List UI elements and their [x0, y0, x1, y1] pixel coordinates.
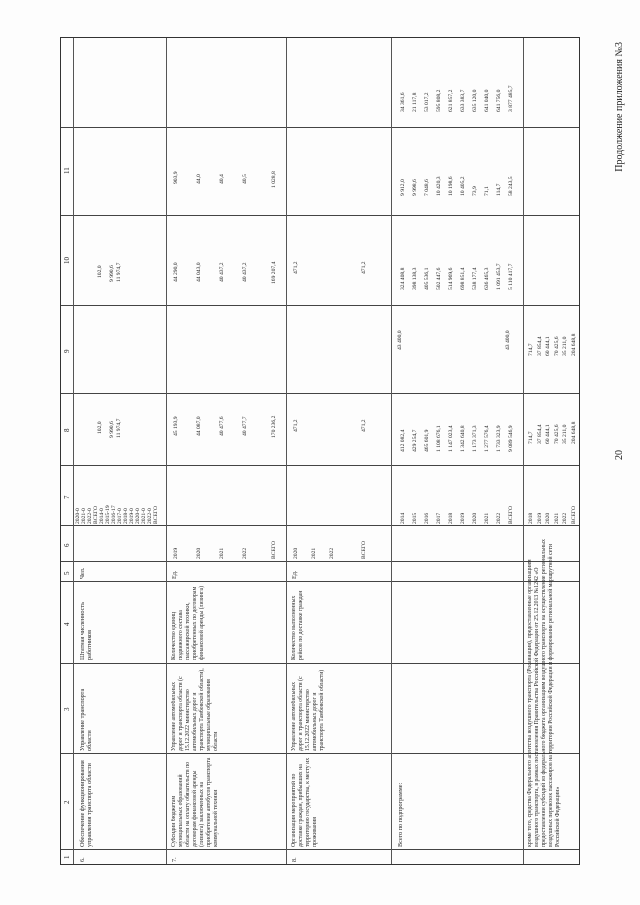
amount: 40 477,6 — [219, 416, 225, 436]
row-divider — [166, 38, 167, 864]
year: 2021-0 — [141, 508, 147, 524]
amount: 40 477,7 — [242, 416, 248, 436]
amount: 412 082,4 — [400, 429, 406, 452]
amount: 1 277 576,4 — [484, 425, 490, 452]
year: ВСЕГО — [570, 505, 577, 524]
measure-title: Организация мероприятий по доставке граждан, прибывших на территорию государства, к месту их проживания — [291, 757, 318, 847]
amount: 636 465,3 — [484, 267, 490, 290]
unit: Ед. — [291, 570, 298, 579]
amount: 714,7 — [528, 431, 534, 444]
amount: 44 290,0 — [173, 262, 179, 282]
amount: 37 854,4 — [536, 424, 543, 444]
amount: 502 447,6 — [436, 267, 442, 290]
column-number: 9 — [63, 349, 71, 353]
amount: 1 091 453,7 — [496, 263, 502, 290]
amount: 9 990,6 — [109, 265, 115, 282]
indicator: Количество выполненных рейсов по доставке граждан — [291, 590, 304, 660]
amount: 37 854,4 — [536, 336, 543, 356]
year: 2020 — [293, 547, 299, 559]
amount: 465 601,9 — [424, 429, 430, 452]
amount: 9 912,0 — [400, 179, 406, 196]
amount: 1 108 676,1 — [436, 425, 442, 452]
executor: Управление транспорта области — [79, 688, 94, 751]
amount: 43 400,0 — [397, 330, 403, 350]
amount: 73,9 — [472, 186, 478, 196]
year: 2022 — [496, 512, 502, 524]
col-divider — [61, 525, 579, 526]
amount: 903,9 — [173, 171, 179, 184]
amount: 635 120,0 — [472, 89, 478, 112]
executor: Управление автомобильных дорог и транспорта области (с 15.12.2022 министерство автомобильных дорог и транспорта Тамбовской области), муниципальные образования области — [171, 668, 219, 751]
amount: 60 444,1 — [545, 424, 551, 444]
column-number: 11 — [63, 167, 71, 174]
amount: 3 877 485,7 — [508, 85, 514, 112]
year: ВСЕГО — [153, 505, 159, 524]
amount: 405 536,1 — [424, 267, 430, 290]
year: 2014-0 — [99, 508, 105, 524]
amount-list — [397, 42, 517, 112]
amount: 514 969,6 — [448, 267, 454, 290]
year: ВСЕГО — [93, 505, 99, 524]
year: ВСЕГО — [271, 540, 277, 559]
amount: 1 342 640,8 — [460, 425, 466, 452]
column-number: 10 — [63, 257, 71, 264]
amount: 471,2 — [361, 419, 367, 432]
year-list — [527, 468, 578, 524]
year: 2016 — [424, 512, 430, 524]
year: 2015 — [412, 512, 418, 524]
year: 2018-0 — [123, 508, 129, 524]
column-number: 7 — [63, 495, 71, 499]
row-number: 6. — [79, 857, 86, 862]
budget-table — [60, 37, 580, 865]
year: 2018 — [528, 512, 534, 524]
year: 2015-19 — [105, 505, 111, 524]
column-number: 1 — [63, 855, 71, 859]
amount: 35 211,0 — [562, 336, 568, 356]
amount: 1 028,8 — [271, 171, 277, 188]
measure-title: Обеспечение функционирования управления транспорта области — [79, 760, 94, 847]
year: 2020-0 — [75, 508, 81, 524]
year: 2020-0 — [135, 508, 141, 524]
indicator: Количество единиц подвижного состава пассажирской техники, приобретенных по договорам финансовой аренды (лизинга) — [171, 586, 205, 660]
amount: 1 173 371,3 — [472, 425, 478, 452]
col-divider — [61, 753, 579, 754]
year: 2021 — [219, 547, 225, 559]
indicator: Штатная численность работников — [79, 602, 94, 660]
column-number: 8 — [63, 428, 71, 432]
year: 2022-0 — [87, 508, 93, 524]
col-divider — [61, 849, 579, 850]
amount: 170 236,2 — [271, 415, 277, 438]
continuation-label: Продолжение приложения №3 — [614, 42, 625, 172]
amount: 538 177,4 — [472, 267, 478, 290]
amount: 1 147 023,4 — [448, 425, 454, 452]
amount: 21 117,8 — [412, 92, 418, 112]
amount: 10 198,6 — [448, 176, 454, 196]
amount: 70 425,6 — [553, 336, 560, 356]
year: 2020 — [196, 547, 202, 559]
row-number: 8. — [291, 857, 298, 862]
amount: 204 648,8 — [570, 421, 577, 444]
total-label: Всего по подпрограмме: — [397, 782, 404, 847]
amount: 641 040,0 — [484, 89, 490, 112]
amount: 471,2 — [293, 419, 299, 432]
year: 2022 — [562, 512, 568, 524]
col-divider — [61, 465, 579, 466]
year: 2016-17 — [111, 505, 117, 524]
amount-list — [397, 220, 517, 290]
amount-list — [527, 308, 578, 356]
amount: 40 437,2 — [219, 262, 225, 282]
amount: 102,0 — [97, 265, 103, 278]
column-number: 6 — [63, 543, 71, 547]
row-number: 7. — [171, 857, 178, 862]
amount: 40 437,2 — [242, 262, 248, 282]
amount: 10 405,2 — [460, 176, 466, 196]
amount: 71,1 — [484, 186, 490, 196]
column-number: 2 — [63, 800, 71, 804]
amount: 34 361,6 — [400, 92, 406, 112]
amount: 429 254,7 — [412, 429, 418, 452]
amount: 43 400,0 — [505, 330, 511, 350]
amount: 9 990,6 — [109, 421, 115, 438]
amount: 11 974,7 — [116, 418, 122, 438]
amount-list — [527, 396, 578, 444]
amount: 44 043,0 — [196, 262, 202, 282]
amount: 60 444,1 — [545, 336, 551, 356]
col-divider — [61, 393, 579, 394]
amount: 595 808,2 — [436, 89, 442, 112]
year: 2018 — [448, 512, 454, 524]
year: 2022-0 — [147, 508, 153, 524]
amount: 5 110 417,7 — [508, 263, 514, 290]
amount: 1 733 323,9 — [496, 425, 502, 452]
amount: 10 420,3 — [436, 176, 442, 196]
amount: 714,7 — [528, 343, 534, 356]
year: 2019 — [173, 547, 179, 559]
amount: 35 211,0 — [562, 424, 568, 444]
amount: 53 017,2 — [424, 92, 430, 112]
year: 2017-0 — [117, 508, 123, 524]
amount: 102,0 — [97, 421, 103, 434]
col-divider — [61, 127, 579, 128]
row-divider — [391, 38, 392, 864]
col-divider — [61, 561, 579, 562]
amount: 398 138,3 — [412, 267, 418, 290]
amount: 641 756,0 — [496, 89, 502, 112]
col-divider — [61, 215, 579, 216]
column-number: 5 — [63, 571, 71, 575]
amount: 9 089 546,9 — [508, 425, 514, 452]
amount: 114,7 — [496, 183, 502, 196]
year: 2021-0 — [81, 508, 87, 524]
year: ВСЕГО — [361, 540, 367, 559]
amount: 698 851,4 — [460, 267, 466, 290]
unit: Чел. — [79, 567, 86, 579]
year: 2019-0 — [129, 508, 135, 524]
amount: 169 207,4 — [271, 261, 277, 284]
column-number: 4 — [63, 622, 71, 626]
year: 2014 — [400, 512, 406, 524]
executor: Управление автомобильных дорог и транспорта области (с 15.12.2022 министерство автомобильных дорог и транспорта Тамбовской области) — [291, 669, 325, 751]
footnote-text: кроме того, средства Федерального агентства воздушного транспорта (Росавиация), предоставленные организациям воздушного транспорта, в рамках постановления Правительства Российской Федерации от 25.12.2013 №1242 «О предоставлении субсидий из федерального бюджета организациям воздушного транспорта на осуществление региональных воздушных перевозок пассажиров на территории Российской Федерации и формирование региональной маршрутной сети Российской Федерации» — [527, 539, 561, 847]
amount-list — [397, 396, 517, 452]
header-divider — [73, 38, 74, 864]
amount: 633 383,7 — [460, 89, 466, 112]
amount: 324 408,8 — [400, 267, 406, 290]
amount: 58 243,5 — [508, 176, 514, 196]
year: 2022 — [329, 547, 335, 559]
amount-list — [397, 130, 517, 196]
year: 2019 — [536, 512, 543, 524]
row-divider — [286, 38, 287, 864]
year: 2021 — [553, 512, 560, 524]
year: 2021 — [484, 512, 490, 524]
amount: 9 998,6 — [412, 179, 418, 196]
year: 2021 — [311, 547, 317, 559]
year: 2022 — [242, 547, 248, 559]
amount: 7 048,6 — [424, 179, 430, 196]
amount: 44 087,0 — [196, 416, 202, 436]
amount: 11 974,7 — [116, 262, 122, 282]
amount: 471,2 — [293, 261, 299, 274]
amount: 204 648,8 — [570, 333, 577, 356]
year: ВСЕГО — [508, 505, 514, 524]
col-divider — [61, 581, 579, 582]
year: 2020 — [545, 512, 551, 524]
amount: 471,2 — [361, 261, 367, 274]
amount: 70 425,6 — [553, 424, 560, 444]
col-divider — [61, 663, 579, 664]
year-list — [397, 468, 517, 524]
amount: 45 193,9 — [173, 416, 179, 436]
year: 2020 — [472, 512, 478, 524]
amount: 40,4 — [219, 174, 225, 184]
year: 2019 — [460, 512, 466, 524]
row-divider — [523, 38, 524, 864]
unit: Ед. — [171, 570, 178, 579]
amount: 44,0 — [196, 174, 202, 184]
amount: 621 857,2 — [448, 89, 454, 112]
page-number: 20 — [614, 450, 625, 460]
year-list — [75, 468, 159, 524]
column-number: 3 — [63, 707, 71, 711]
year: 2017 — [436, 512, 442, 524]
amount: 40,5 — [242, 174, 248, 184]
measure-title: Субсидии бюджетам муниципальных образований области на оплату обязательств по договорам финансовой аренды (лизинга) заключенных на приобретение автобусов транспорта коммунальной техники — [171, 757, 219, 847]
col-divider — [61, 305, 579, 306]
